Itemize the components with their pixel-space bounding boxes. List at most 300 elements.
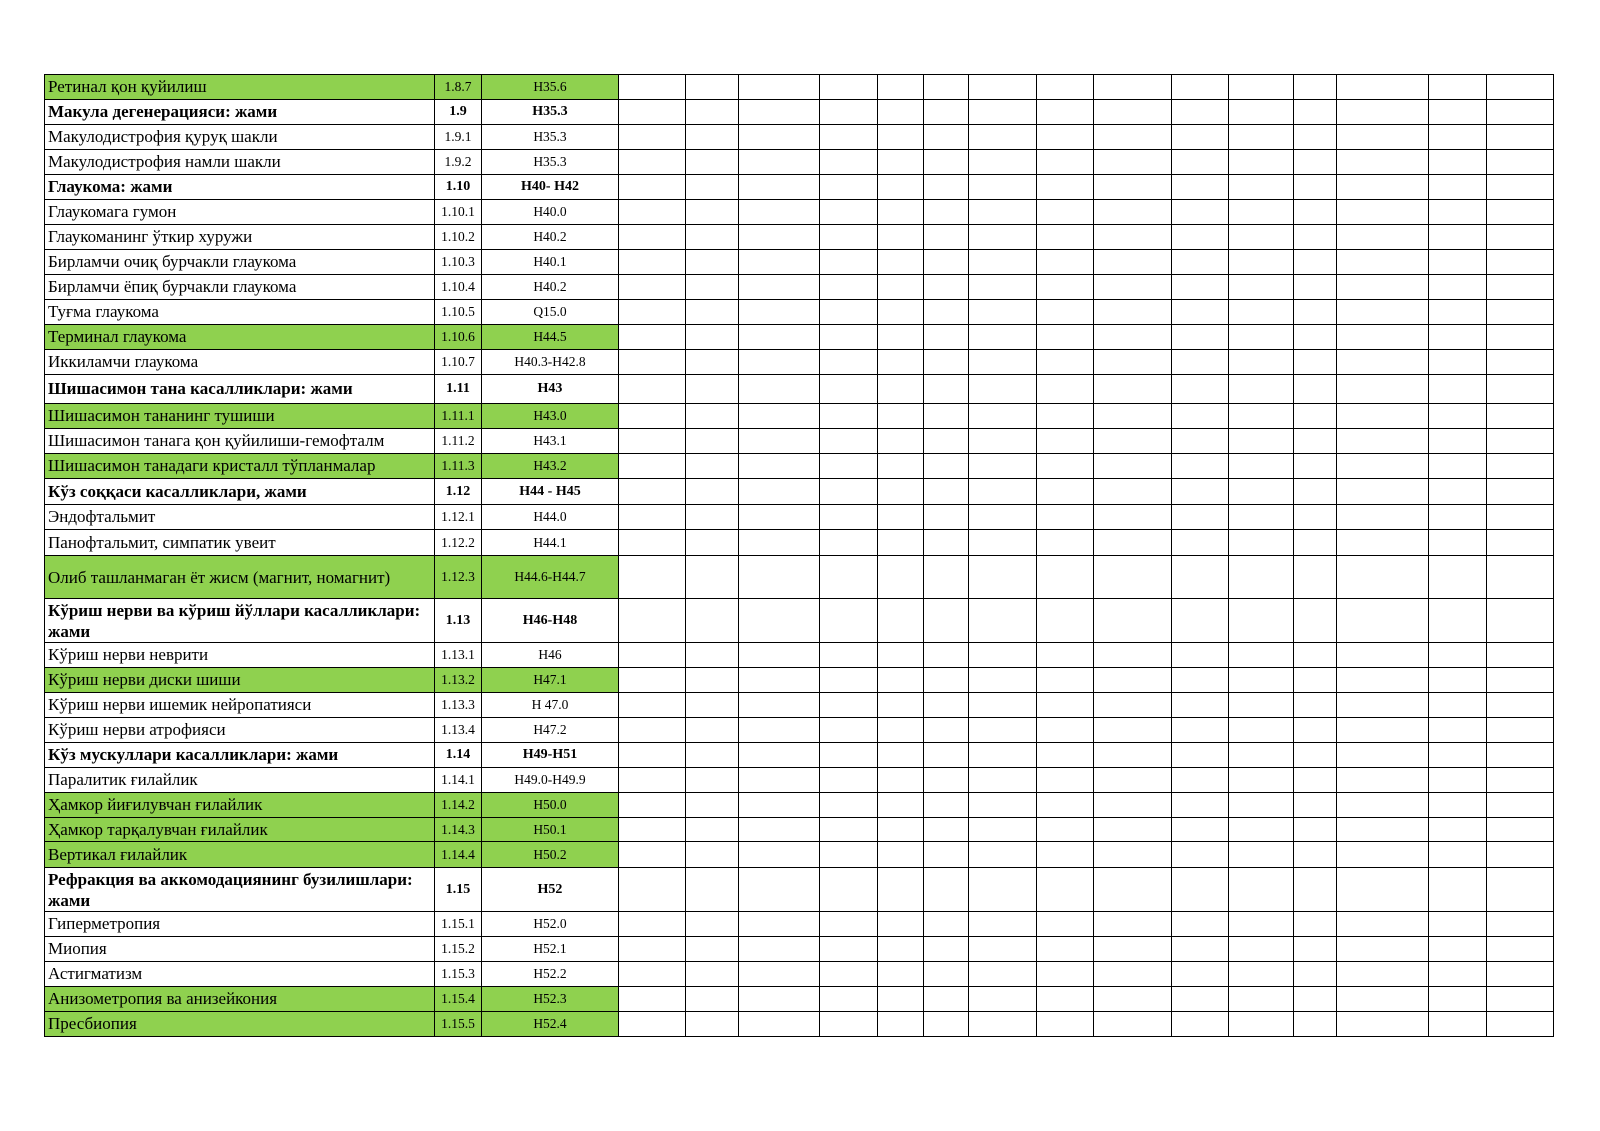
data-cell[interactable] (1487, 275, 1554, 300)
data-cell[interactable] (1037, 300, 1094, 325)
data-cell[interactable] (1337, 643, 1429, 668)
data-cell[interactable] (969, 1012, 1037, 1037)
data-cell[interactable] (1229, 912, 1294, 937)
data-cell[interactable] (739, 200, 820, 225)
data-cell[interactable] (1037, 150, 1094, 175)
data-cell[interactable] (1229, 768, 1294, 793)
diagnosis-name-cell[interactable]: Глаукомага гумон (45, 200, 435, 225)
data-cell[interactable] (820, 987, 878, 1012)
data-cell[interactable] (1172, 275, 1229, 300)
data-cell[interactable] (1337, 479, 1429, 505)
icd-code-cell[interactable]: H40.0 (482, 200, 619, 225)
icd-code-cell[interactable]: H52.2 (482, 962, 619, 987)
data-cell[interactable] (1294, 530, 1337, 556)
row-code-cell[interactable]: 1.14.2 (435, 793, 482, 818)
data-cell[interactable] (878, 556, 924, 599)
diagnosis-name-cell[interactable]: Ҳамкор йиғилувчан ғилайлик (45, 793, 435, 818)
data-cell[interactable] (1037, 454, 1094, 479)
data-cell[interactable] (1094, 125, 1172, 150)
diagnosis-name-cell[interactable]: Шишасимон танадаги кристалл тўпланмалар (45, 454, 435, 479)
data-cell[interactable] (1229, 505, 1294, 530)
data-cell[interactable] (686, 505, 739, 530)
data-cell[interactable] (1294, 125, 1337, 150)
data-cell[interactable] (924, 912, 969, 937)
icd-code-cell[interactable]: H35.3 (482, 125, 619, 150)
diagnosis-name-cell[interactable]: Анизометропия ва анизейкония (45, 987, 435, 1012)
data-cell[interactable] (820, 100, 878, 125)
data-cell[interactable] (969, 150, 1037, 175)
data-cell[interactable] (1487, 375, 1554, 404)
data-cell[interactable] (686, 556, 739, 599)
data-cell[interactable] (1429, 793, 1487, 818)
data-cell[interactable] (878, 375, 924, 404)
data-cell[interactable] (1429, 818, 1487, 842)
data-cell[interactable] (686, 937, 739, 962)
data-cell[interactable] (878, 250, 924, 275)
diagnosis-name-cell[interactable]: Макулодистрофия қуруқ шакли (45, 125, 435, 150)
data-cell[interactable] (1429, 150, 1487, 175)
data-cell[interactable] (686, 75, 739, 100)
data-cell[interactable] (619, 987, 686, 1012)
data-cell[interactable] (924, 250, 969, 275)
data-cell[interactable] (1487, 842, 1554, 868)
data-cell[interactable] (878, 300, 924, 325)
data-cell[interactable] (1037, 937, 1094, 962)
data-cell[interactable] (969, 300, 1037, 325)
data-cell[interactable] (924, 1012, 969, 1037)
data-cell[interactable] (1429, 530, 1487, 556)
data-cell[interactable] (1094, 962, 1172, 987)
data-cell[interactable] (969, 375, 1037, 404)
data-cell[interactable] (924, 454, 969, 479)
row-code-cell[interactable]: 1.11.1 (435, 404, 482, 429)
data-cell[interactable] (1094, 325, 1172, 350)
row-code-cell[interactable]: 1.15.3 (435, 962, 482, 987)
data-cell[interactable] (1337, 818, 1429, 842)
data-cell[interactable] (1487, 818, 1554, 842)
row-code-cell[interactable]: 1.10 (435, 175, 482, 200)
data-cell[interactable] (1037, 643, 1094, 668)
data-cell[interactable] (1487, 505, 1554, 530)
data-cell[interactable] (1037, 75, 1094, 100)
data-cell[interactable] (878, 962, 924, 987)
data-cell[interactable] (619, 818, 686, 842)
data-cell[interactable] (1294, 818, 1337, 842)
data-cell[interactable] (820, 937, 878, 962)
row-code-cell[interactable]: 1.8.7 (435, 75, 482, 100)
data-cell[interactable] (1172, 375, 1229, 404)
diagnosis-name-cell[interactable]: Миопия (45, 937, 435, 962)
data-cell[interactable] (820, 962, 878, 987)
data-cell[interactable] (1172, 225, 1229, 250)
data-cell[interactable] (739, 530, 820, 556)
data-cell[interactable] (619, 743, 686, 768)
data-cell[interactable] (1487, 479, 1554, 505)
row-code-cell[interactable]: 1.10.7 (435, 350, 482, 375)
data-cell[interactable] (820, 768, 878, 793)
data-cell[interactable] (1337, 175, 1429, 200)
data-cell[interactable] (1337, 743, 1429, 768)
data-cell[interactable] (924, 868, 969, 912)
data-cell[interactable] (1037, 505, 1094, 530)
data-cell[interactable] (1172, 912, 1229, 937)
data-cell[interactable] (1229, 556, 1294, 599)
data-cell[interactable] (1294, 987, 1337, 1012)
icd-code-cell[interactable]: H43.1 (482, 429, 619, 454)
data-cell[interactable] (619, 479, 686, 505)
data-cell[interactable] (1094, 350, 1172, 375)
diagnosis-name-cell[interactable]: Шишасимон тананинг тушиши (45, 404, 435, 429)
data-cell[interactable] (1172, 175, 1229, 200)
data-cell[interactable] (1037, 912, 1094, 937)
diagnosis-name-cell[interactable]: Кўриш нерви атрофияси (45, 718, 435, 743)
data-cell[interactable] (878, 530, 924, 556)
data-cell[interactable] (1294, 75, 1337, 100)
icd-code-cell[interactable]: H46-H48 (482, 599, 619, 643)
data-cell[interactable] (619, 225, 686, 250)
data-cell[interactable] (1487, 937, 1554, 962)
data-cell[interactable] (1429, 962, 1487, 987)
data-cell[interactable] (1294, 599, 1337, 643)
diagnosis-name-cell[interactable]: Шишасимон тана касалликлари: жами (45, 375, 435, 404)
data-cell[interactable] (739, 599, 820, 643)
data-cell[interactable] (619, 793, 686, 818)
data-cell[interactable] (1429, 987, 1487, 1012)
row-code-cell[interactable]: 1.15.1 (435, 912, 482, 937)
data-cell[interactable] (878, 1012, 924, 1037)
data-cell[interactable] (878, 325, 924, 350)
data-cell[interactable] (820, 793, 878, 818)
data-cell[interactable] (619, 599, 686, 643)
data-cell[interactable] (1229, 668, 1294, 693)
data-cell[interactable] (739, 429, 820, 454)
row-code-cell[interactable]: 1.12.3 (435, 556, 482, 599)
data-cell[interactable] (1429, 275, 1487, 300)
data-cell[interactable] (1487, 250, 1554, 275)
data-cell[interactable] (1172, 404, 1229, 429)
data-cell[interactable] (1037, 668, 1094, 693)
data-cell[interactable] (686, 768, 739, 793)
data-cell[interactable] (1429, 643, 1487, 668)
data-cell[interactable] (1094, 300, 1172, 325)
data-cell[interactable] (924, 325, 969, 350)
row-code-cell[interactable]: 1.11.3 (435, 454, 482, 479)
data-cell[interactable] (686, 375, 739, 404)
data-cell[interactable] (1037, 693, 1094, 718)
data-cell[interactable] (739, 300, 820, 325)
data-cell[interactable] (1337, 599, 1429, 643)
data-cell[interactable] (1429, 175, 1487, 200)
data-cell[interactable] (969, 200, 1037, 225)
data-cell[interactable] (924, 505, 969, 530)
row-code-cell[interactable]: 1.12.2 (435, 530, 482, 556)
data-cell[interactable] (1337, 404, 1429, 429)
data-cell[interactable] (924, 375, 969, 404)
data-cell[interactable] (1429, 912, 1487, 937)
data-cell[interactable] (878, 225, 924, 250)
data-cell[interactable] (1229, 743, 1294, 768)
diagnosis-name-cell[interactable]: Кўриш нерви неврити (45, 643, 435, 668)
row-code-cell[interactable]: 1.9.2 (435, 150, 482, 175)
data-cell[interactable] (1337, 912, 1429, 937)
diagnosis-name-cell[interactable]: Макулодистрофия намли шакли (45, 150, 435, 175)
data-cell[interactable] (924, 225, 969, 250)
data-cell[interactable] (1172, 556, 1229, 599)
data-cell[interactable] (1172, 75, 1229, 100)
data-cell[interactable] (1229, 125, 1294, 150)
data-cell[interactable] (878, 200, 924, 225)
data-cell[interactable] (686, 743, 739, 768)
row-code-cell[interactable]: 1.11 (435, 375, 482, 404)
data-cell[interactable] (924, 300, 969, 325)
diagnosis-name-cell[interactable]: Пресбиопия (45, 1012, 435, 1037)
data-cell[interactable] (739, 818, 820, 842)
data-cell[interactable] (739, 75, 820, 100)
icd-code-cell[interactable]: H43.2 (482, 454, 619, 479)
data-cell[interactable] (969, 100, 1037, 125)
data-cell[interactable] (1037, 429, 1094, 454)
data-cell[interactable] (1429, 75, 1487, 100)
data-cell[interactable] (1294, 250, 1337, 275)
data-cell[interactable] (1172, 125, 1229, 150)
data-cell[interactable] (1037, 325, 1094, 350)
data-cell[interactable] (1337, 718, 1429, 743)
data-cell[interactable] (1172, 100, 1229, 125)
data-cell[interactable] (1429, 1012, 1487, 1037)
diagnosis-name-cell[interactable]: Ретинал қон қуйилиш (45, 75, 435, 100)
data-cell[interactable] (820, 375, 878, 404)
data-cell[interactable] (1429, 718, 1487, 743)
data-cell[interactable] (1294, 643, 1337, 668)
data-cell[interactable] (924, 668, 969, 693)
data-cell[interactable] (878, 505, 924, 530)
data-cell[interactable] (1429, 842, 1487, 868)
icd-code-cell[interactable]: H46 (482, 643, 619, 668)
data-cell[interactable] (969, 643, 1037, 668)
data-cell[interactable] (1337, 868, 1429, 912)
data-cell[interactable] (619, 200, 686, 225)
data-cell[interactable] (1487, 325, 1554, 350)
data-cell[interactable] (739, 350, 820, 375)
data-cell[interactable] (969, 987, 1037, 1012)
data-cell[interactable] (686, 350, 739, 375)
diagnosis-name-cell[interactable]: Глаукоманинг ўткир хуружи (45, 225, 435, 250)
data-cell[interactable] (1094, 150, 1172, 175)
data-cell[interactable] (1037, 599, 1094, 643)
data-cell[interactable] (686, 718, 739, 743)
row-code-cell[interactable]: 1.11.2 (435, 429, 482, 454)
data-cell[interactable] (1487, 718, 1554, 743)
data-cell[interactable] (1294, 842, 1337, 868)
data-cell[interactable] (1229, 429, 1294, 454)
data-cell[interactable] (1337, 530, 1429, 556)
data-cell[interactable] (1229, 175, 1294, 200)
data-cell[interactable] (739, 556, 820, 599)
data-cell[interactable] (739, 937, 820, 962)
data-cell[interactable] (686, 125, 739, 150)
row-code-cell[interactable]: 1.9.1 (435, 125, 482, 150)
data-cell[interactable] (820, 175, 878, 200)
data-cell[interactable] (1094, 225, 1172, 250)
data-cell[interactable] (1294, 668, 1337, 693)
data-cell[interactable] (1094, 175, 1172, 200)
data-cell[interactable] (1094, 842, 1172, 868)
data-cell[interactable] (1429, 599, 1487, 643)
data-cell[interactable] (878, 454, 924, 479)
row-code-cell[interactable]: 1.13.3 (435, 693, 482, 718)
data-cell[interactable] (1229, 962, 1294, 987)
diagnosis-name-cell[interactable]: Макула дегенерацияси: жами (45, 100, 435, 125)
data-cell[interactable] (739, 668, 820, 693)
data-cell[interactable] (1229, 718, 1294, 743)
data-cell[interactable] (1229, 404, 1294, 429)
data-cell[interactable] (1229, 479, 1294, 505)
data-cell[interactable] (739, 643, 820, 668)
data-cell[interactable] (1037, 200, 1094, 225)
diagnosis-name-cell[interactable]: Панофтальмит, симпатик увеит (45, 530, 435, 556)
icd-code-cell[interactable]: H43.0 (482, 404, 619, 429)
data-cell[interactable] (1094, 454, 1172, 479)
data-cell[interactable] (878, 937, 924, 962)
icd-code-cell[interactable]: Q15.0 (482, 300, 619, 325)
data-cell[interactable] (1337, 793, 1429, 818)
data-cell[interactable] (619, 668, 686, 693)
data-cell[interactable] (820, 718, 878, 743)
icd-code-cell[interactable]: H43 (482, 375, 619, 404)
data-cell[interactable] (686, 100, 739, 125)
data-cell[interactable] (1172, 987, 1229, 1012)
data-cell[interactable] (924, 643, 969, 668)
data-cell[interactable] (1172, 693, 1229, 718)
data-cell[interactable] (1229, 643, 1294, 668)
data-cell[interactable] (1172, 718, 1229, 743)
data-cell[interactable] (924, 962, 969, 987)
data-cell[interactable] (1487, 350, 1554, 375)
icd-code-cell[interactable]: H49-H51 (482, 743, 619, 768)
icd-code-cell[interactable]: H35.6 (482, 75, 619, 100)
data-cell[interactable] (1094, 937, 1172, 962)
data-cell[interactable] (739, 793, 820, 818)
diagnosis-name-cell[interactable]: Бирламчи ёпиқ бурчакли глаукома (45, 275, 435, 300)
data-cell[interactable] (969, 479, 1037, 505)
data-cell[interactable] (1337, 1012, 1429, 1037)
data-cell[interactable] (924, 842, 969, 868)
data-cell[interactable] (1337, 275, 1429, 300)
data-cell[interactable] (739, 125, 820, 150)
icd-code-cell[interactable]: H 47.0 (482, 693, 619, 718)
data-cell[interactable] (1094, 643, 1172, 668)
data-cell[interactable] (924, 818, 969, 842)
icd-code-cell[interactable]: H40.3-H42.8 (482, 350, 619, 375)
data-cell[interactable] (820, 818, 878, 842)
data-cell[interactable] (1337, 454, 1429, 479)
data-cell[interactable] (1094, 275, 1172, 300)
data-cell[interactable] (969, 842, 1037, 868)
data-cell[interactable] (1229, 1012, 1294, 1037)
diagnosis-name-cell[interactable]: Эндофтальмит (45, 505, 435, 530)
row-code-cell[interactable]: 1.12 (435, 479, 482, 505)
data-cell[interactable] (1229, 250, 1294, 275)
data-cell[interactable] (1487, 768, 1554, 793)
data-cell[interactable] (924, 350, 969, 375)
data-cell[interactable] (1094, 100, 1172, 125)
diagnosis-name-cell[interactable]: Астигматизм (45, 962, 435, 987)
data-cell[interactable] (739, 250, 820, 275)
data-cell[interactable] (820, 912, 878, 937)
data-cell[interactable] (739, 962, 820, 987)
data-cell[interactable] (1294, 150, 1337, 175)
data-cell[interactable] (1172, 743, 1229, 768)
row-code-cell[interactable]: 1.14.4 (435, 842, 482, 868)
data-cell[interactable] (1487, 962, 1554, 987)
data-cell[interactable] (878, 718, 924, 743)
data-cell[interactable] (924, 75, 969, 100)
data-cell[interactable] (1094, 599, 1172, 643)
data-cell[interactable] (1094, 505, 1172, 530)
data-cell[interactable] (1229, 842, 1294, 868)
icd-code-cell[interactable]: H44.6-H44.7 (482, 556, 619, 599)
data-cell[interactable] (969, 175, 1037, 200)
diagnosis-name-cell[interactable]: Шишасимон танага қон қуйилиши-гемофталм (45, 429, 435, 454)
data-cell[interactable] (1172, 643, 1229, 668)
data-cell[interactable] (1094, 479, 1172, 505)
row-code-cell[interactable]: 1.15.2 (435, 937, 482, 962)
data-cell[interactable] (1487, 175, 1554, 200)
data-cell[interactable] (619, 454, 686, 479)
data-cell[interactable] (686, 987, 739, 1012)
data-cell[interactable] (619, 937, 686, 962)
data-cell[interactable] (1229, 987, 1294, 1012)
data-cell[interactable] (820, 350, 878, 375)
data-cell[interactable] (619, 75, 686, 100)
data-cell[interactable] (1037, 793, 1094, 818)
data-cell[interactable] (1172, 200, 1229, 225)
data-cell[interactable] (686, 643, 739, 668)
data-cell[interactable] (1172, 479, 1229, 505)
data-cell[interactable] (1429, 325, 1487, 350)
data-cell[interactable] (1172, 429, 1229, 454)
data-cell[interactable] (1094, 250, 1172, 275)
data-cell[interactable] (969, 250, 1037, 275)
data-cell[interactable] (1487, 75, 1554, 100)
data-cell[interactable] (1487, 150, 1554, 175)
data-cell[interactable] (1094, 375, 1172, 404)
data-cell[interactable] (619, 125, 686, 150)
data-cell[interactable] (924, 718, 969, 743)
data-cell[interactable] (820, 325, 878, 350)
data-cell[interactable] (1229, 375, 1294, 404)
data-cell[interactable] (1229, 100, 1294, 125)
data-cell[interactable] (820, 75, 878, 100)
data-cell[interactable] (1337, 375, 1429, 404)
data-cell[interactable] (1094, 200, 1172, 225)
icd-code-cell[interactable]: H40.1 (482, 250, 619, 275)
data-cell[interactable] (1429, 125, 1487, 150)
row-code-cell[interactable]: 1.13.2 (435, 668, 482, 693)
data-cell[interactable] (878, 150, 924, 175)
data-cell[interactable] (686, 530, 739, 556)
data-cell[interactable] (1037, 987, 1094, 1012)
data-cell[interactable] (1487, 556, 1554, 599)
data-cell[interactable] (1487, 868, 1554, 912)
data-cell[interactable] (1294, 175, 1337, 200)
data-cell[interactable] (1294, 768, 1337, 793)
data-cell[interactable] (1037, 818, 1094, 842)
data-cell[interactable] (1429, 768, 1487, 793)
data-cell[interactable] (1294, 300, 1337, 325)
data-cell[interactable] (739, 454, 820, 479)
data-cell[interactable] (969, 275, 1037, 300)
